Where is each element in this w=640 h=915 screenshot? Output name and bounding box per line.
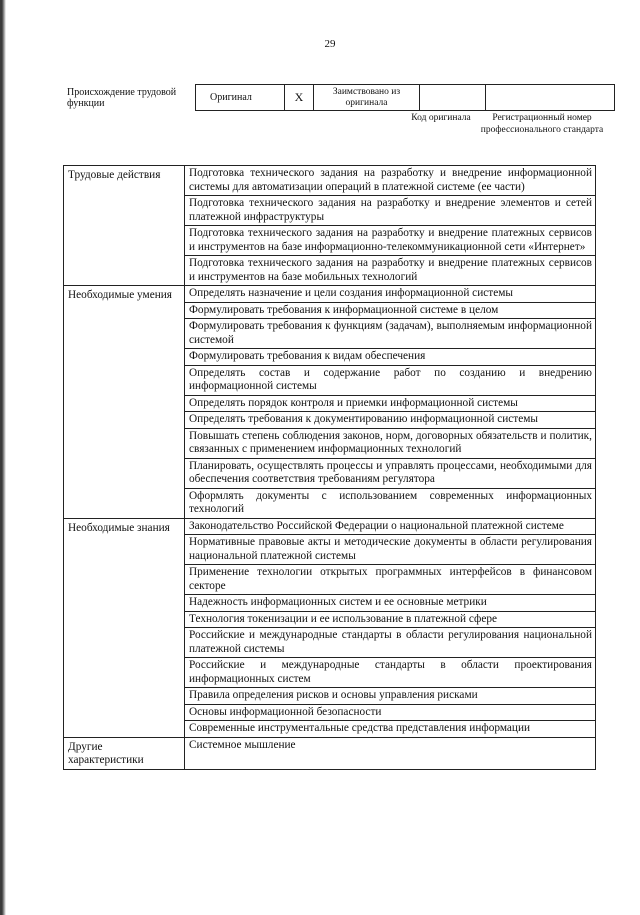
reg-number-caption: Регистрационный номер профессионального стандарта bbox=[480, 113, 604, 135]
section-item: Подготовка технического задания на разработку и внедрение платежных сервисов и инструментов на базе мобильных технологий bbox=[185, 256, 596, 286]
section-title: Необходимые умения bbox=[64, 286, 185, 519]
section-item: Подготовка технического задания на разработку и внедрение платежных сервисов и инструментов на базе информационно-телекоммуникационной сети «Интернет» bbox=[185, 226, 596, 256]
section-item: Законодательство Российской Федерации о национальной платежной системе bbox=[185, 518, 596, 535]
section-item: Российские и международные стандарты в области проектирования информационных систем bbox=[185, 658, 596, 688]
section-item: Правила определения рисков и основы управления рисками bbox=[185, 688, 596, 705]
scan-edge-shadow bbox=[0, 0, 6, 915]
section-item: Определять требования к документированию информационной системы bbox=[185, 412, 596, 429]
section-item: Применение технологии открытых программных интерфейсов в финансовом секторе bbox=[185, 565, 596, 595]
section-item: Формулировать требования к функциям (задачам), выполняемым информационной системой bbox=[185, 319, 596, 349]
section-item: Подготовка технического задания на разработку и внедрение информационной системы для автоматизации операций в платежной системе (ее части) bbox=[185, 166, 596, 196]
origin-label: Происхождение трудовой функции bbox=[67, 87, 177, 109]
section-item: Нормативные правовые акты и методические документы в области регулирования национальной платежной системы bbox=[185, 535, 596, 565]
borrowed-cell: Заимствовано из оригинала bbox=[314, 85, 420, 111]
section-item: Современные инструментальные средства представления информации bbox=[185, 721, 596, 738]
section-item: Надежность информационных систем и ее основные метрики bbox=[185, 595, 596, 612]
table-row bbox=[64, 737, 596, 769]
code-cell bbox=[420, 85, 486, 111]
section-item: Системное мышление bbox=[185, 737, 596, 769]
section-item: Планировать, осуществлять процессы и управлять процессами, необходимыми для обеспечения соответствия требованиям регулятора bbox=[185, 458, 596, 488]
origin-table bbox=[195, 84, 615, 111]
section-item: Основы информационной безопасности bbox=[185, 704, 596, 721]
page-number: 29 bbox=[324, 38, 336, 50]
section-item: Определять порядок контроля и приемки информационной системы bbox=[185, 395, 596, 412]
section-item: Технология токенизации и ее использование в платежной сфере bbox=[185, 611, 596, 628]
section-item: Определять состав и содержание работ по созданию и внедрению информационной системы bbox=[185, 365, 596, 395]
section-title: Другие характеристики bbox=[64, 737, 185, 769]
table-row bbox=[64, 166, 596, 196]
section-item: Оформлять документы с использованием современных информационных технологий bbox=[185, 488, 596, 518]
table-row bbox=[64, 518, 596, 535]
section-title: Трудовые действия bbox=[64, 166, 185, 286]
reg-number-cell bbox=[486, 85, 615, 111]
original-cell: Оригинал bbox=[196, 85, 285, 111]
section-item: Российские и международные стандарты в области регулирования национальной платежной системы bbox=[185, 628, 596, 658]
section-title: Необходимые знания bbox=[64, 518, 185, 737]
section-item: Формулировать требования к видам обеспечения bbox=[185, 349, 596, 366]
table-row bbox=[64, 286, 596, 303]
section-item: Повышать степень соблюдения законов, норм, договорных обязательств и политик, связанных с применением информационных технологий bbox=[185, 428, 596, 458]
code-caption: Код оригинала bbox=[411, 113, 471, 123]
section-item: Определять назначение и цели создания информационной системы bbox=[185, 286, 596, 303]
original-mark: X bbox=[285, 85, 314, 111]
section-item: Подготовка технического задания на разработку и внедрение элементов и сетей платежной инфраструктуры bbox=[185, 196, 596, 226]
section-item: Формулировать требования к информационной системе в целом bbox=[185, 302, 596, 319]
function-table bbox=[63, 165, 596, 770]
